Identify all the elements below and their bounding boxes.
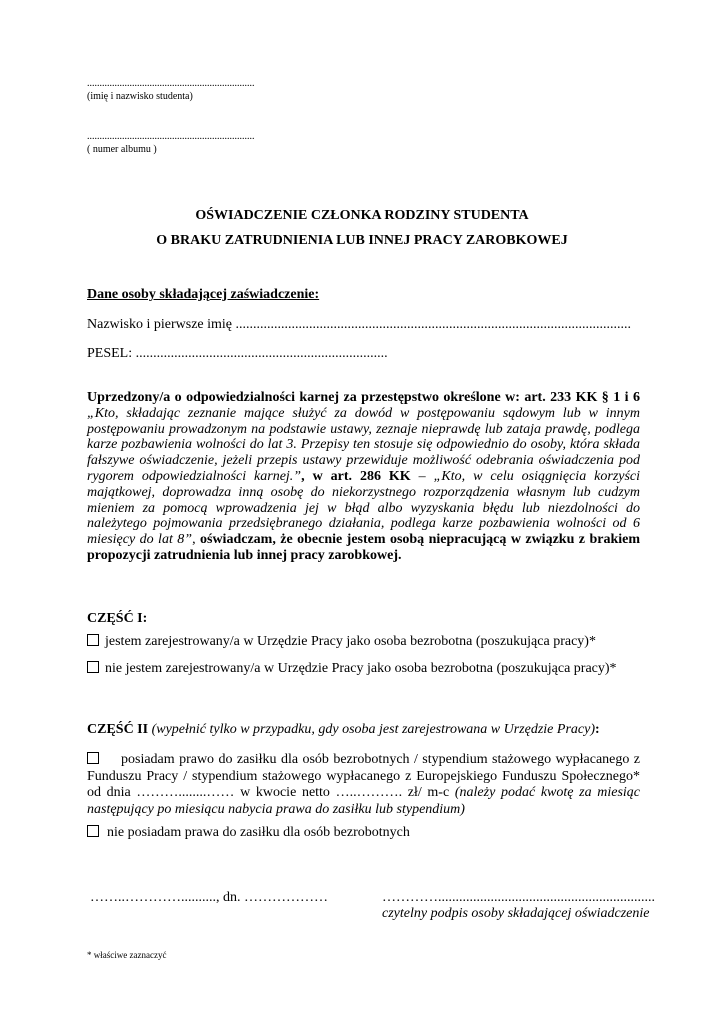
pesel-field: PESEL: ........................................................................ [87, 346, 388, 361]
student-name-line: ................................................................... [87, 78, 255, 89]
document-title-line1: OŚWIADCZENIE CZŁONKA RODZINY STUDENTA [195, 208, 529, 223]
student-name-caption: (imię i nazwisko studenta) [87, 91, 193, 102]
part2-heading: CZĘŚĆ II [87, 722, 149, 737]
comma: , [192, 532, 196, 548]
part2-heading-colon: : [595, 722, 600, 737]
declaration-lead: Uprzedzony/a o odpowiedzialności karnej za przestępstwo określone w: art. 233 KK § 1 i 6 [87, 390, 640, 405]
part1-option-registered-label: jestem zarejestrowany/a w Urzędzie Pracy jako osoba bezrobotna (poszukująca pracy)* [105, 634, 596, 649]
signature-line: ………….............................................................. [382, 890, 655, 905]
part2-heading-row [87, 722, 600, 738]
declaration-statement: oświadczam, że obecnie jestem osobą niepracującą w związku z brakiem propozycji zatrudnienia lub innej pracy zarobkowej. [87, 532, 640, 563]
part2-option-benefit[interactable] [87, 752, 640, 818]
part2-option-benefit-label: posiadam prawo do zasiłku dla osób bezrobotnych / stypendium stażowego wypłacanego z Funduszu Pracy / stypendium stażowego wypłacanego z Europejskiego Funduszu Społecznego* od dnia ………........…… w kwocie netto …..………. zł/ m-c [87, 752, 640, 800]
article-286-quote: „Kto, w celu osiągnięcia korzyści majątkowej, doprowadza inną osobę do niekorzystnego rozporządzenia własnym lub cudzym mieniem za pomocą wprowadzenia jej w błąd albo wyzyskania błędu lub niezdolności do należytego pojmowania przedsiębranego działania, podlega karze pozbawienia wolności od 6 miesięcy do lat 8” [87, 468, 641, 548]
checkbox-icon[interactable] [87, 825, 99, 837]
checkbox-icon[interactable] [87, 752, 99, 764]
article-233-quote: „Kto, składając zeznanie mające służyć za dowód w postępowaniu sądowym lub w innym postępowaniu prowadzonym na podstawie ustawy, zeznaje nieprawdę lub zataja prawdę, podlega karze pozbawienia wolności do lat 3. Przepisy ten stosuje się odpowiednio do osoby, która składa fałszywe oświadczenie, jeżeli przepis ustawy przewiduje możliwość odebrania oświadczenia pod rygorem odpowiedzialności karnej.” [87, 405, 640, 484]
part2-option-no-benefit-label: nie posiadam prawa do zasiłku dla osób bezrobotnych [107, 825, 410, 840]
name-field: Nazwisko i pierwsze imię ................................................................................................................. [87, 317, 632, 332]
album-number-line: ................................................................... [87, 131, 255, 142]
part2-heading-note: (wypełnić tylko w przypadku, gdy osoba jest zarejestrowana w Urzędzie Pracy) [151, 722, 595, 737]
article-286-reference: , w art. 286 KK [301, 468, 411, 484]
footnote: * właściwe zaznaczyć [87, 950, 167, 960]
dash: – [410, 468, 434, 484]
part2-option-benefit-note: (należy podać kwotę za miesiąc następujący po miesiącu nabycia prawa do zasiłku lub stypendium) [87, 785, 641, 817]
part1-option-registered[interactable] [87, 634, 596, 650]
signature-caption: czytelny podpis osoby składającej oświadczenie [382, 906, 650, 921]
part2-option-no-benefit[interactable] [87, 825, 410, 841]
part1-heading: CZĘŚĆ I: [87, 611, 148, 626]
place-date-field: ……..………….........., dn. ……………… [90, 890, 328, 905]
checkbox-icon[interactable] [87, 634, 99, 646]
checkbox-icon[interactable] [87, 661, 99, 673]
part1-option-not-registered-label: nie jestem zarejestrowany/a w Urzędzie Pracy jako osoba bezrobotna (poszukująca pracy)* [105, 661, 617, 676]
document-title-line2: O BRAKU ZATRUDNIENIA LUB INNEJ PRACY ZAROBKOWEJ [156, 233, 568, 248]
part1-option-not-registered[interactable] [87, 661, 617, 677]
person-data-heading: Dane osoby składającej zaświadczenie: [87, 287, 320, 302]
declaration-paragraph [87, 390, 640, 564]
album-number-caption: ( numer albumu ) [87, 144, 157, 155]
